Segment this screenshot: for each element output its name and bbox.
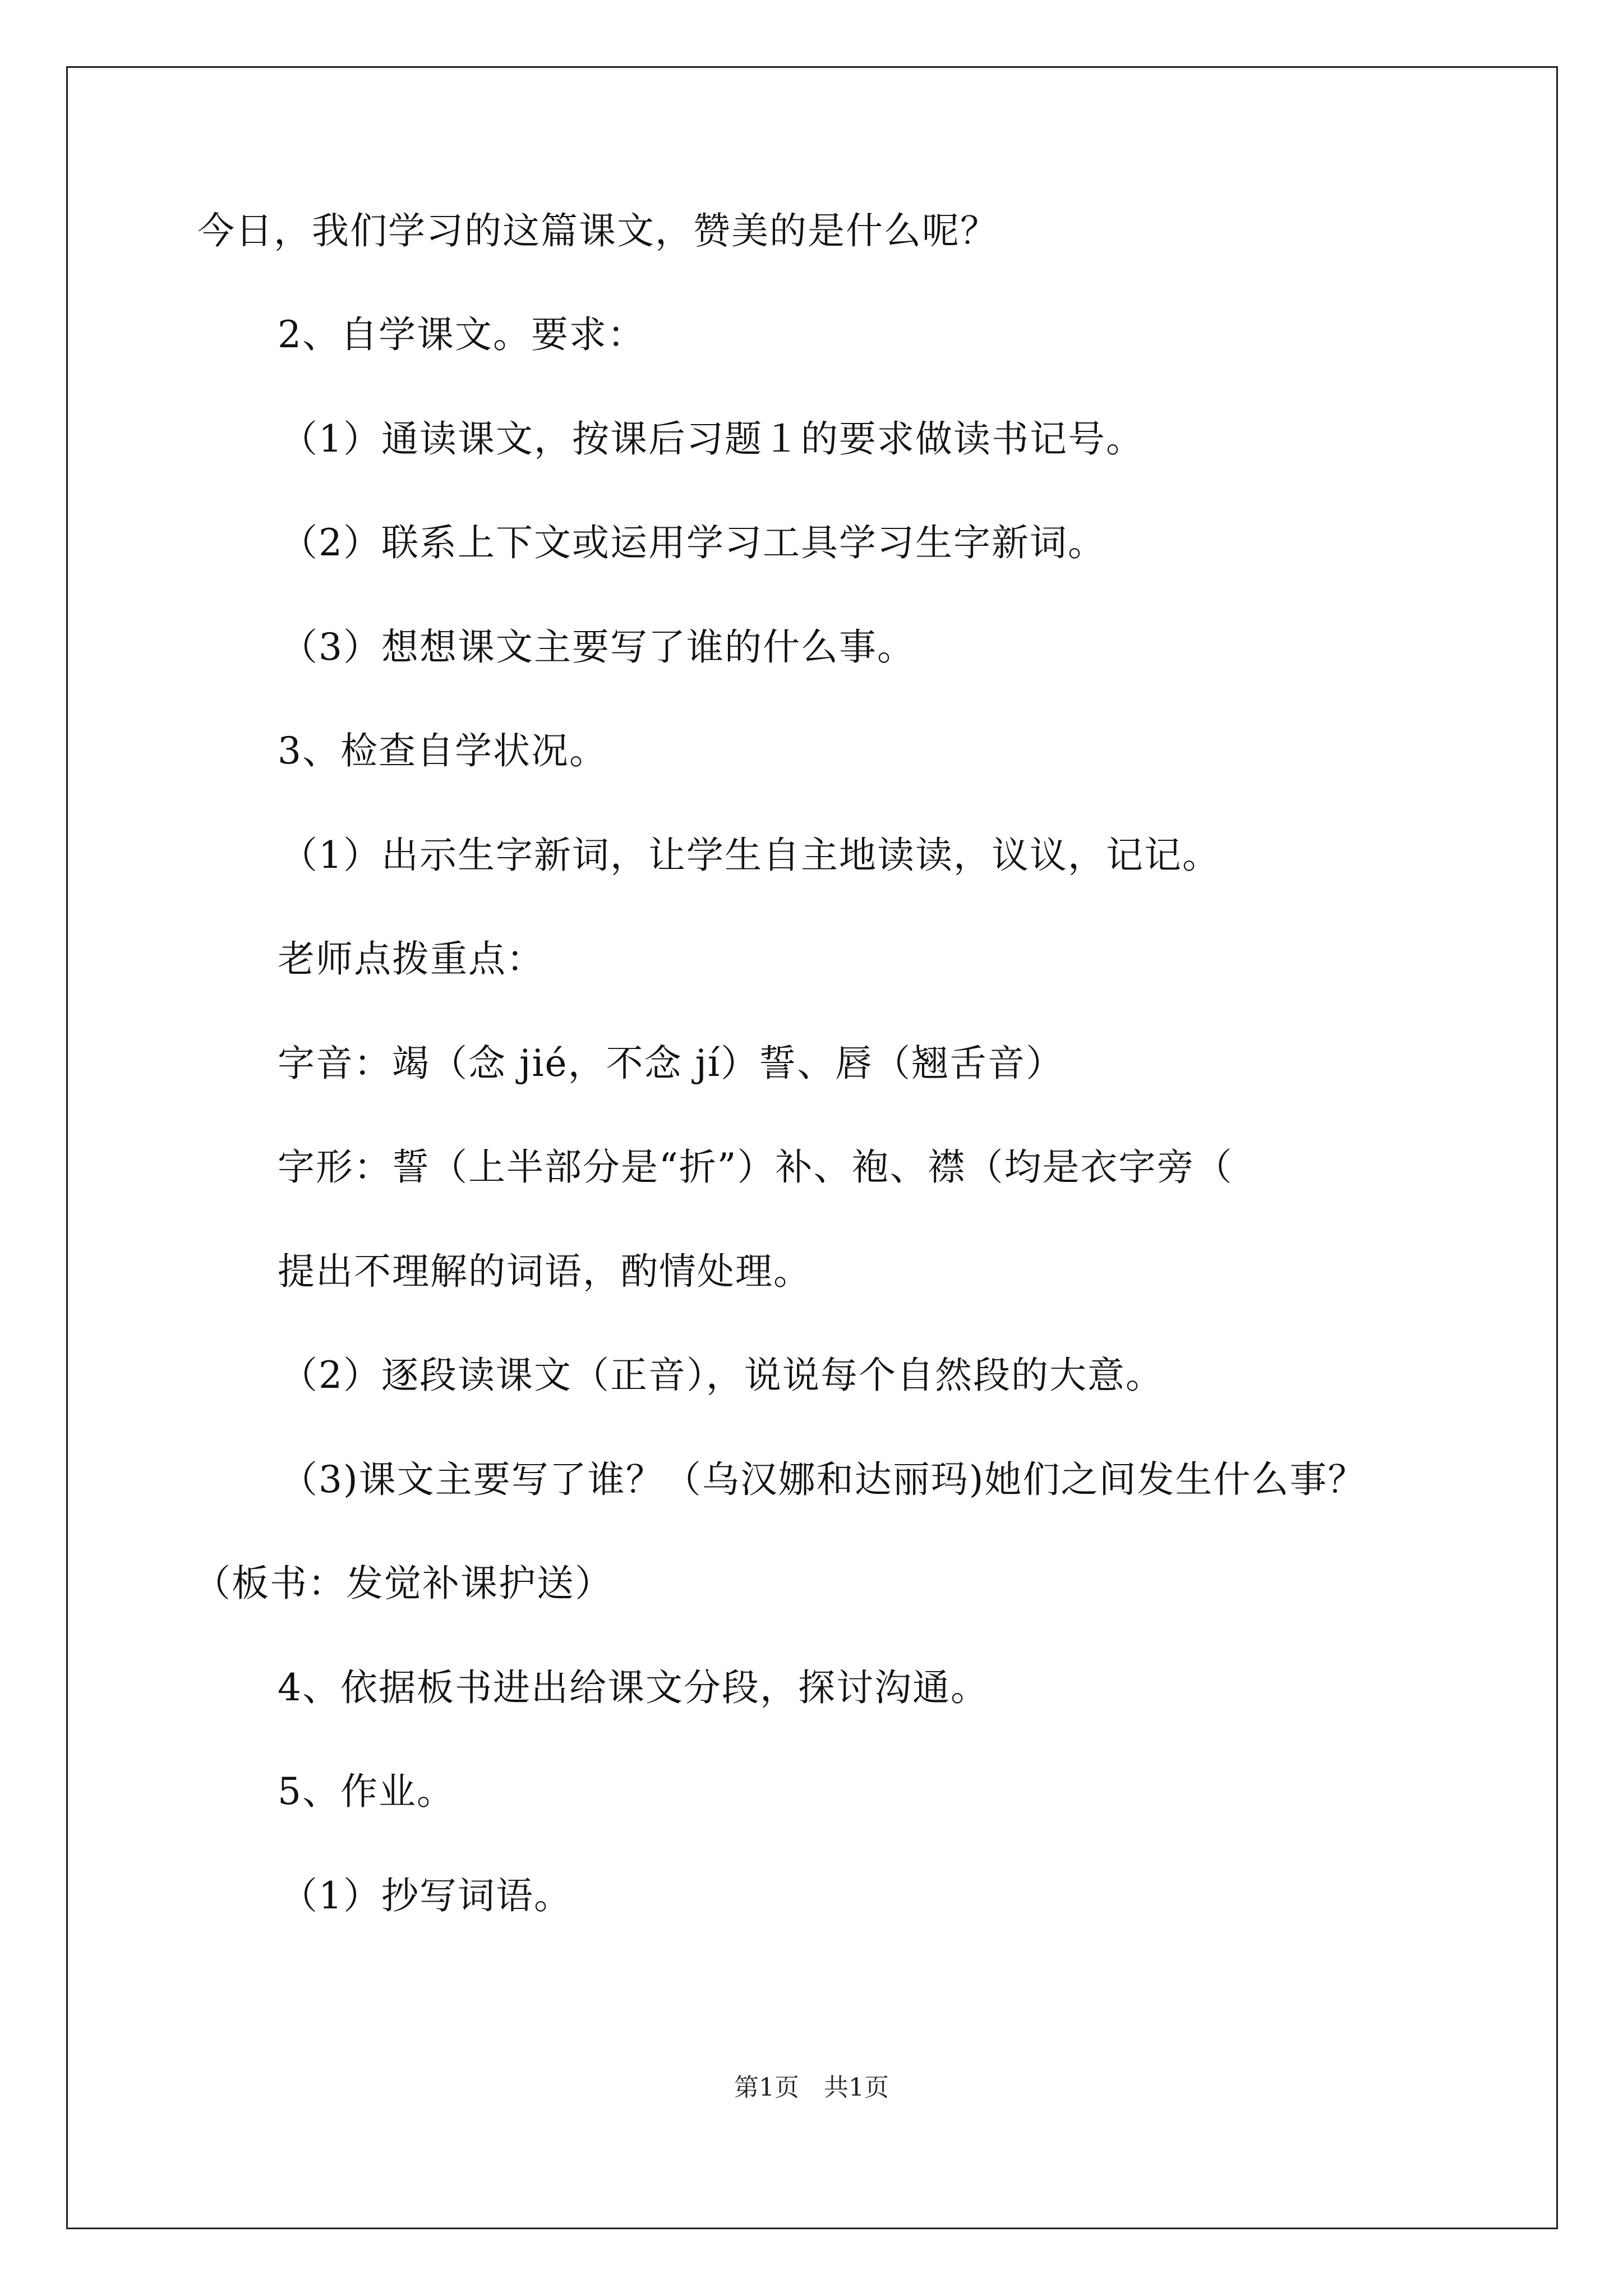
text-line: 字音：竭（念 jié，不念 jí）誓、唇（翘舌音） (278, 1042, 1064, 1085)
text-line: 3、检查自学状况。 (278, 729, 607, 772)
text-line: （3）想想课文主要写了谁的什么事。 (280, 625, 915, 669)
text-line: 字形：誓（上半部分是“折”）补、袍、襟（均是衣字旁（ (278, 1145, 1233, 1189)
text-line: 提出不理解的词语，酌情处理。 (278, 1250, 811, 1293)
text-line: 2、自学课文。要求： (278, 313, 645, 356)
text-line: （2）联系上下文或运用学习工具学习生字新词。 (280, 521, 1106, 564)
text-line: 今日，我们学习的这篇课文，赞美的是什么呢？ (197, 209, 998, 252)
text-line: （2）逐段读课文（正音），说说每个自然段的大意。 (280, 1354, 1164, 1397)
text-line: （1）出示生字新词，让学生自主地读读，议议，记记。 (280, 834, 1220, 877)
text-line: （板书：发觉补课护送） (193, 1562, 613, 1605)
text-line: （1）抄写词语。 (280, 1874, 572, 1917)
page-number: 第1页 共1页 (734, 2073, 889, 2102)
text-line: （3)课文主要写了谁？（乌汉娜和达丽玛)她们之间发生什么事？ (280, 1458, 1366, 1501)
text-line: 4、依据板书进出给课文分段，探讨沟通。 (278, 1666, 989, 1709)
text-line: （1）通读课文，按课后习题１的要求做读书记号。 (280, 417, 1144, 461)
text-line: 老师点拨重点： (278, 937, 545, 981)
text-line: 5、作业。 (278, 1770, 455, 1813)
